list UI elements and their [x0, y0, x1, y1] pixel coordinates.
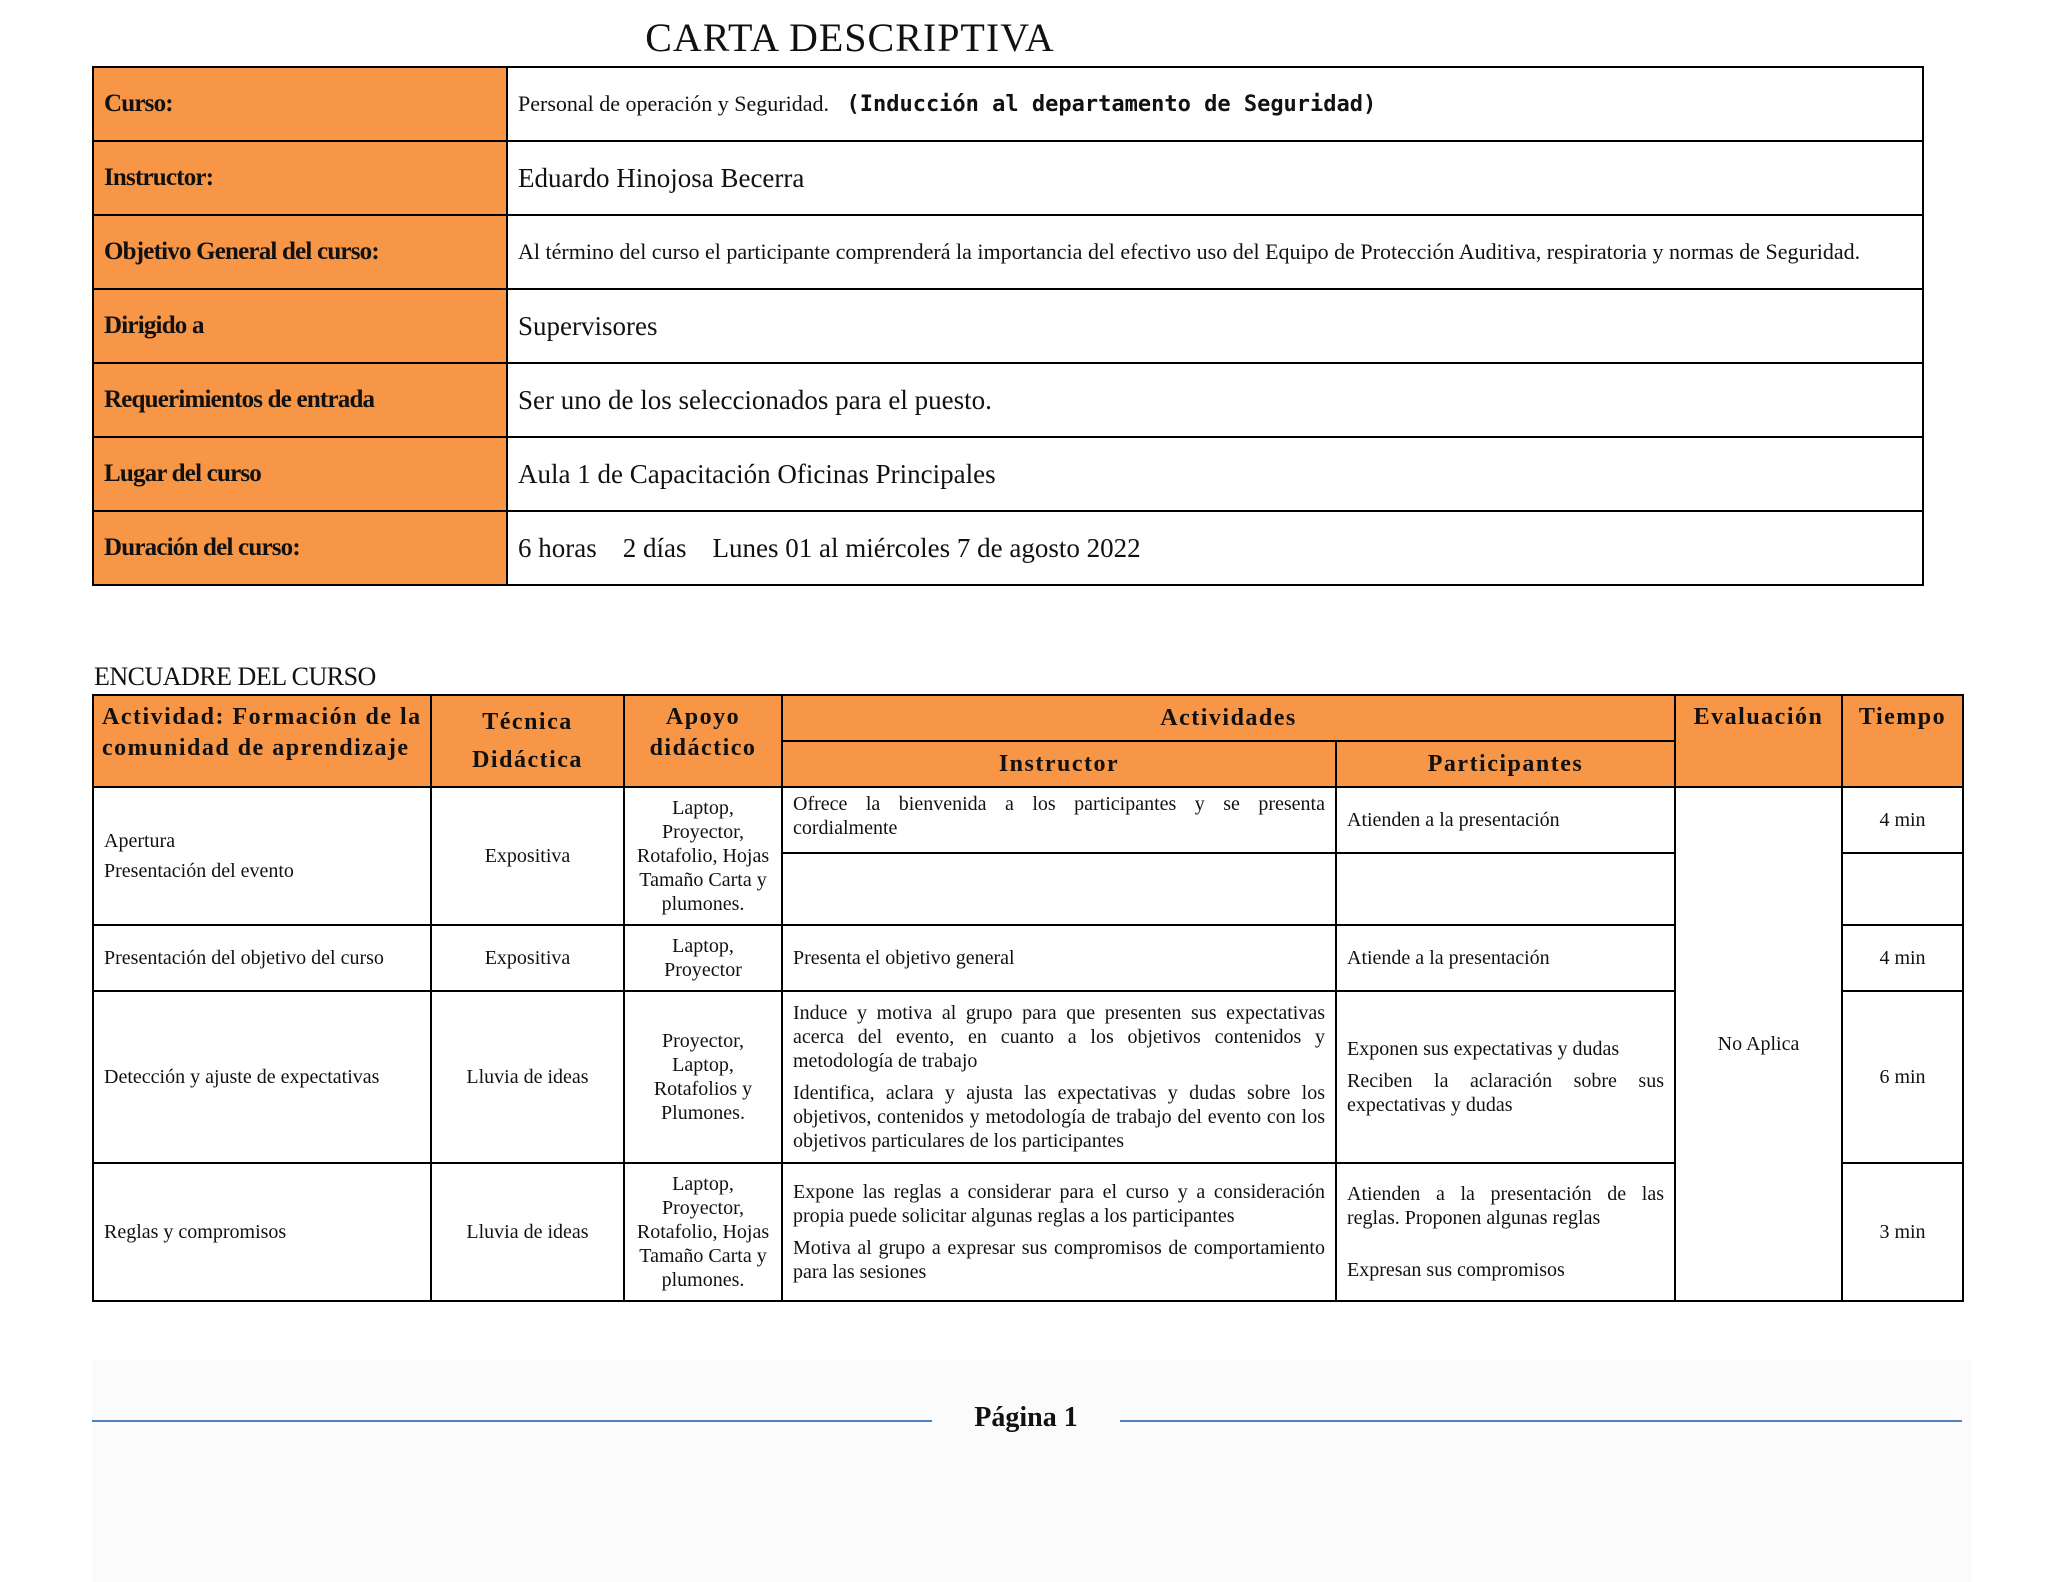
actividad-cell: Presentación del objetivo del curso: [93, 925, 431, 991]
apoyo-cell: Proyector, Laptop, Rotafolios y Plumones.: [624, 991, 782, 1163]
participantes-cell: [1336, 1163, 1675, 1301]
header-tiempo: Tiempo: [1842, 695, 1963, 787]
participantes-cell: Atiende a la presentación: [1336, 925, 1675, 991]
participantes-text: Reciben la aclaración sobre sus expectativas y dudas: [1347, 1070, 1664, 1116]
duracion-fechas: Lunes 01 al miércoles 7 de agosto 2022: [712, 532, 1141, 563]
instructor-cell: Presenta el objetivo general: [782, 925, 1336, 991]
header-participantes: Participantes: [1336, 741, 1675, 787]
instructor-label: Instructor:: [93, 141, 507, 215]
duracion-horas: 6 horas: [518, 532, 597, 563]
actividad-cell: [93, 787, 431, 925]
dirigido-value: Supervisores: [507, 289, 1923, 363]
curso-value-bold: (Inducción al departamento de Seguridad): [846, 92, 1377, 117]
tiempo-cell: 4 min: [1842, 925, 1963, 991]
document-title: CARTA DESCRIPTIVA: [645, 15, 1055, 60]
curso-label: Curso:: [93, 67, 507, 141]
participantes-cell: [1336, 991, 1675, 1163]
tiempo-cell-empty: [1842, 853, 1963, 925]
table-row: [93, 141, 1923, 215]
lugar-value: Aula 1 de Capacitación Oficinas Principales: [507, 437, 1923, 511]
evaluacion-cell: No Aplica: [1675, 787, 1842, 1301]
lugar-label: Lugar del curso: [93, 437, 507, 511]
footer-divider-right: [1120, 1420, 1962, 1422]
curso-value-text: Personal de operación y Seguridad.: [518, 91, 829, 116]
objetivo-label: Objetivo General del curso:: [93, 215, 507, 289]
apoyo-cell: Laptop, Proyector, Rotafolio, Hojas Tamaño Carta y plumones.: [624, 1163, 782, 1301]
header-actividad: Actividad: Formación de la comunidad de aprendizaje: [93, 695, 431, 787]
duracion-dias: 2 días: [622, 532, 687, 563]
duracion-value: [507, 511, 1923, 585]
participantes-text: Expresan sus compromisos: [1347, 1259, 1565, 1281]
header-apoyo: Apoyo didáctico: [624, 695, 782, 787]
actividad-text: Apertura: [104, 830, 176, 852]
header-row: [93, 695, 1963, 741]
table-row: [93, 363, 1923, 437]
tecnica-cell: Expositiva: [431, 787, 624, 925]
tecnica-cell: Lluvia de ideas: [431, 1163, 624, 1301]
encuadre-table: [92, 694, 1964, 1302]
instructor-text: Motiva al grupo a expresar sus compromisos de comportamiento para las sesiones: [793, 1237, 1325, 1283]
tecnica-cell: Lluvia de ideas: [431, 991, 624, 1163]
header-tecnica: Técnica Didáctica: [431, 695, 624, 787]
tiempo-cell: 3 min: [1842, 1163, 1963, 1301]
page-number: Página 1: [974, 1402, 1078, 1433]
participantes-cell: Atienden a la presentación: [1336, 787, 1675, 853]
objetivo-value: Al término del curso el participante comprenderá la importancia del efectivo uso del Equipo de Protección Auditiva, respiratoria y normas de Seguridad.: [507, 215, 1923, 289]
tecnica-cell: Expositiva: [431, 925, 624, 991]
course-info-table: [92, 66, 1924, 586]
header-instructor: Instructor: [782, 741, 1336, 787]
instructor-cell: Ofrece la bienvenida a los participantes y se presenta cordialmente: [782, 787, 1336, 853]
instructor-text: Expone las reglas a considerar para el curso y a consideración propia puede solicitar algunas reglas a los participantes: [793, 1181, 1325, 1227]
apoyo-cell: Laptop, Proyector: [624, 925, 782, 991]
instructor-cell-empty: [782, 853, 1336, 925]
table-row: [93, 511, 1923, 585]
tiempo-cell: 4 min: [1842, 787, 1963, 853]
encuadre-section-title: ENCUADRE DEL CURSO: [94, 662, 376, 691]
requerimientos-label: Requerimientos de entrada: [93, 363, 507, 437]
instructor-cell: [782, 1163, 1336, 1301]
page-shade: [92, 1360, 1972, 1582]
tiempo-cell: 6 min: [1842, 991, 1963, 1163]
actividad-text: Presentación del evento: [104, 860, 294, 882]
dirigido-label: Dirigido a: [93, 289, 507, 363]
table-row: [93, 289, 1923, 363]
participantes-text: Atienden a la presentación de las reglas. Proponen algunas reglas: [1347, 1183, 1664, 1229]
actividad-cell: Detección y ajuste de expectativas: [93, 991, 431, 1163]
header-evaluacion: Evaluación: [1675, 695, 1842, 787]
requerimientos-value: Ser uno de los seleccionados para el puesto.: [507, 363, 1923, 437]
header-actividades: Actividades: [782, 695, 1675, 741]
instructor-text: Induce y motiva al grupo para que presenten sus expectativas acerca del evento, en cuanto a los objetivos contenidos y metodología de trabajo: [793, 1002, 1325, 1072]
footer-divider-left: [92, 1420, 932, 1422]
instructor-text: Identifica, aclara y ajusta las expectativas y dudas sobre los objetivos, contenidos y metodología de trabajo del evento con los objetivos particulares de los participantes: [793, 1082, 1325, 1152]
table-row: [93, 215, 1923, 289]
duracion-label: Duración del curso:: [93, 511, 507, 585]
actividad-cell: Reglas y compromisos: [93, 1163, 431, 1301]
participantes-cell-empty: [1336, 853, 1675, 925]
participantes-text: Exponen sus expectativas y dudas: [1347, 1038, 1620, 1060]
table-row: [93, 437, 1923, 511]
curso-value: [507, 67, 1923, 141]
instructor-value: Eduardo Hinojosa Becerra: [507, 141, 1923, 215]
table-row: [93, 67, 1923, 141]
apoyo-cell: Laptop, Proyector, Rotafolio, Hojas Tamaño Carta y plumones.: [624, 787, 782, 925]
table-row: [93, 787, 1963, 853]
instructor-cell: [782, 991, 1336, 1163]
